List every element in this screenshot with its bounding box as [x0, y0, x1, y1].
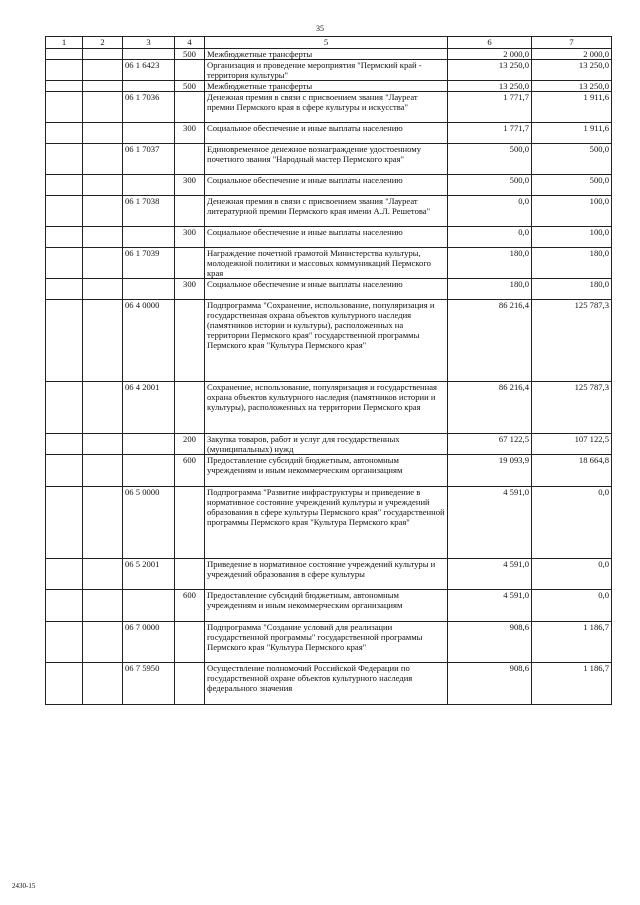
target-code-cell: 06 5 2001 — [123, 559, 175, 590]
amount-cell-col6: 86 216,4 — [448, 300, 532, 382]
expense-type-cell — [175, 559, 205, 590]
table-row — [46, 559, 612, 590]
empty-cell — [46, 81, 83, 92]
amount-cell-col6: 1 771,7 — [448, 123, 532, 144]
amount-cell-col6: 908,6 — [448, 663, 532, 705]
empty-cell — [83, 622, 123, 663]
table-row — [46, 60, 612, 81]
amount-cell-col7: 13 250,0 — [532, 81, 612, 92]
target-code-cell — [123, 279, 175, 300]
empty-cell — [83, 144, 123, 175]
amount-cell-col6: 0,0 — [448, 227, 532, 248]
table-row — [46, 227, 612, 248]
description-cell: Социальное обеспечение и иные выплаты населению — [205, 123, 448, 144]
table-row — [46, 622, 612, 663]
target-code-cell: 06 7 0000 — [123, 622, 175, 663]
empty-cell — [83, 49, 123, 60]
amount-cell-col6: 4 591,0 — [448, 559, 532, 590]
amount-cell-col7: 1 186,7 — [532, 663, 612, 705]
expense-type-cell: 600 — [175, 590, 205, 622]
target-code-cell — [123, 455, 175, 487]
empty-cell — [83, 434, 123, 455]
table-row — [46, 382, 612, 434]
amount-cell-col7: 18 664,8 — [532, 455, 612, 487]
expense-type-cell — [175, 382, 205, 434]
expense-type-cell — [175, 60, 205, 81]
amount-cell-col7: 1 911,6 — [532, 92, 612, 123]
amount-cell-col7: 1 186,7 — [532, 622, 612, 663]
amount-cell-col7: 100,0 — [532, 196, 612, 227]
empty-cell — [46, 123, 83, 144]
table-row — [46, 81, 612, 92]
amount-cell-col7: 180,0 — [532, 248, 612, 279]
target-code-cell — [123, 175, 175, 196]
amount-cell-col7: 500,0 — [532, 175, 612, 196]
amount-cell-col6: 2 000,0 — [448, 49, 532, 60]
table-body — [46, 49, 612, 705]
empty-cell — [83, 300, 123, 382]
expense-type-cell: 300 — [175, 175, 205, 196]
empty-cell — [83, 455, 123, 487]
expense-type-cell: 200 — [175, 434, 205, 455]
amount-cell-col7: 2 000,0 — [532, 49, 612, 60]
target-code-cell — [123, 590, 175, 622]
empty-cell — [46, 144, 83, 175]
empty-cell — [83, 663, 123, 705]
description-cell: Приведение в нормативное состояние учреждений культуры и учреждений образования в сфере культуры — [205, 559, 448, 590]
expense-type-cell: 300 — [175, 279, 205, 300]
target-code-cell — [123, 227, 175, 248]
expense-type-cell — [175, 92, 205, 123]
description-cell: Социальное обеспечение и иные выплаты населению — [205, 279, 448, 300]
target-code-cell — [123, 434, 175, 455]
description-cell: Осуществление полномочий Российской Федерации по государственной охране объектов культурного наследия федерального значения — [205, 663, 448, 705]
target-code-cell: 06 1 7036 — [123, 92, 175, 123]
table-row — [46, 279, 612, 300]
empty-cell — [46, 559, 83, 590]
description-cell: Социальное обеспечение и иные выплаты населению — [205, 175, 448, 196]
table-row — [46, 175, 612, 196]
empty-cell — [46, 300, 83, 382]
empty-cell — [83, 81, 123, 92]
table-row — [46, 590, 612, 622]
expense-type-cell — [175, 487, 205, 559]
table-row — [46, 196, 612, 227]
empty-cell — [46, 590, 83, 622]
expense-type-cell — [175, 248, 205, 279]
expense-type-cell — [175, 622, 205, 663]
description-cell: Предоставление субсидий бюджетным, автономным учреждениям и иным некоммерческим организациям — [205, 455, 448, 487]
table-row — [46, 487, 612, 559]
amount-cell-col6: 180,0 — [448, 279, 532, 300]
amount-cell-col6: 0,0 — [448, 196, 532, 227]
empty-cell — [46, 487, 83, 559]
amount-cell-col6: 500,0 — [448, 175, 532, 196]
description-cell: Сохранение, использование, популяризация и государственная охрана объектов культурного наследия (памятников истории и культуры), расположенных на территории Пермского края — [205, 382, 448, 434]
amount-cell-col6: 1 771,7 — [448, 92, 532, 123]
column-header: 4 — [175, 37, 205, 49]
empty-cell — [46, 49, 83, 60]
amount-cell-col7: 500,0 — [532, 144, 612, 175]
amount-cell-col7: 0,0 — [532, 590, 612, 622]
table-row — [46, 144, 612, 175]
table-row — [46, 455, 612, 487]
column-header: 7 — [532, 37, 612, 49]
empty-cell — [46, 175, 83, 196]
amount-cell-col7: 107 122,5 — [532, 434, 612, 455]
empty-cell — [83, 590, 123, 622]
amount-cell-col7: 125 787,3 — [532, 382, 612, 434]
amount-cell-col6: 13 250,0 — [448, 60, 532, 81]
empty-cell — [46, 227, 83, 248]
empty-cell — [83, 60, 123, 81]
empty-cell — [46, 60, 83, 81]
amount-cell-col6: 4 591,0 — [448, 590, 532, 622]
description-cell: Предоставление субсидий бюджетным, автономным учреждениям и иным некоммерческим организациям — [205, 590, 448, 622]
table-row — [46, 663, 612, 705]
amount-cell-col6: 13 250,0 — [448, 81, 532, 92]
table-row — [46, 300, 612, 382]
target-code-cell: 06 1 7037 — [123, 144, 175, 175]
column-header: 2 — [83, 37, 123, 49]
description-cell: Награждение почетной грамотой Министерства культуры, молодежной политики и массовых коммуникаций Пермского края — [205, 248, 448, 279]
amount-cell-col6: 908,6 — [448, 622, 532, 663]
target-code-cell: 06 1 6423 — [123, 60, 175, 81]
table-header-row — [46, 37, 612, 49]
footer-code: 2430-15 — [12, 882, 36, 890]
target-code-cell: 06 7 5950 — [123, 663, 175, 705]
target-code-cell: 06 1 7039 — [123, 248, 175, 279]
empty-cell — [83, 487, 123, 559]
amount-cell-col7: 1 911,6 — [532, 123, 612, 144]
empty-cell — [83, 559, 123, 590]
description-cell: Единовременное денежное вознаграждение удостоенному почетного звания "Народный мастер Пермского края" — [205, 144, 448, 175]
table-row — [46, 248, 612, 279]
description-cell: Межбюджетные трансферты — [205, 81, 448, 92]
target-code-cell: 06 5 0000 — [123, 487, 175, 559]
description-cell: Подпрограмма "Развитие инфраструктуры и приведение в нормативное состояние учреждений культуры и учреждений образования в сфере культуры Пермского края" государственной программы Пермского края "Культура Пермского края" — [205, 487, 448, 559]
description-cell: Межбюджетные трансферты — [205, 49, 448, 60]
empty-cell — [46, 622, 83, 663]
target-code-cell — [123, 123, 175, 144]
amount-cell-col7: 125 787,3 — [532, 300, 612, 382]
column-header: 1 — [46, 37, 83, 49]
amount-cell-col6: 67 122,5 — [448, 434, 532, 455]
amount-cell-col7: 100,0 — [532, 227, 612, 248]
empty-cell — [83, 92, 123, 123]
expense-type-cell: 500 — [175, 49, 205, 60]
column-header: 6 — [448, 37, 532, 49]
target-code-cell: 06 4 2001 — [123, 382, 175, 434]
expense-type-cell — [175, 663, 205, 705]
description-cell: Организация и проведение мероприятия "Пермский край - территория культуры" — [205, 60, 448, 81]
empty-cell — [46, 92, 83, 123]
amount-cell-col6: 4 591,0 — [448, 487, 532, 559]
expense-type-cell: 500 — [175, 81, 205, 92]
empty-cell — [46, 434, 83, 455]
expense-type-cell: 300 — [175, 123, 205, 144]
table-row — [46, 49, 612, 60]
target-code-cell: 06 4 0000 — [123, 300, 175, 382]
empty-cell — [46, 248, 83, 279]
description-cell: Социальное обеспечение и иные выплаты населению — [205, 227, 448, 248]
empty-cell — [83, 248, 123, 279]
empty-cell — [83, 382, 123, 434]
description-cell: Подпрограмма "Создание условий для реализации государственной программы" государственной программы Пермского края "Культура Пермского края" — [205, 622, 448, 663]
column-header: 5 — [205, 37, 448, 49]
empty-cell — [46, 279, 83, 300]
empty-cell — [83, 279, 123, 300]
description-cell: Подпрограмма "Сохранение, использование, популяризация и государственная охрана объектов культурного наследия (памятников истории и культуры), расположенных на территории Пермского края" государственной программы Пермского края "Культура Пермского края" — [205, 300, 448, 382]
amount-cell-col7: 13 250,0 — [532, 60, 612, 81]
empty-cell — [46, 382, 83, 434]
description-cell: Закупка товаров, работ и услуг для государственных (муниципальных) нужд — [205, 434, 448, 455]
target-code-cell: 06 1 7038 — [123, 196, 175, 227]
empty-cell — [46, 455, 83, 487]
table-row — [46, 434, 612, 455]
amount-cell-col7: 0,0 — [532, 559, 612, 590]
table-row — [46, 123, 612, 144]
table-row — [46, 92, 612, 123]
empty-cell — [83, 123, 123, 144]
amount-cell-col7: 0,0 — [532, 487, 612, 559]
amount-cell-col7: 180,0 — [532, 279, 612, 300]
expense-type-cell — [175, 300, 205, 382]
amount-cell-col6: 19 093,9 — [448, 455, 532, 487]
empty-cell — [83, 227, 123, 248]
amount-cell-col6: 180,0 — [448, 248, 532, 279]
expense-type-cell: 600 — [175, 455, 205, 487]
description-cell: Денежная премия в связи с присвоением звания "Лауреат премии Пермского края в сфере культуры и искусства" — [205, 92, 448, 123]
expense-type-cell — [175, 196, 205, 227]
empty-cell — [46, 663, 83, 705]
target-code-cell — [123, 49, 175, 60]
amount-cell-col6: 86 216,4 — [448, 382, 532, 434]
column-header: 3 — [123, 37, 175, 49]
description-cell: Денежная премия в связи с присвоением звания "Лауреат литературной премии Пермского края имени А.Л. Решетова" — [205, 196, 448, 227]
amount-cell-col6: 500,0 — [448, 144, 532, 175]
page-number: 35 — [316, 24, 324, 33]
empty-cell — [83, 175, 123, 196]
empty-cell — [46, 196, 83, 227]
budget-table — [45, 36, 612, 705]
expense-type-cell — [175, 144, 205, 175]
empty-cell — [83, 196, 123, 227]
target-code-cell — [123, 81, 175, 92]
expense-type-cell: 300 — [175, 227, 205, 248]
